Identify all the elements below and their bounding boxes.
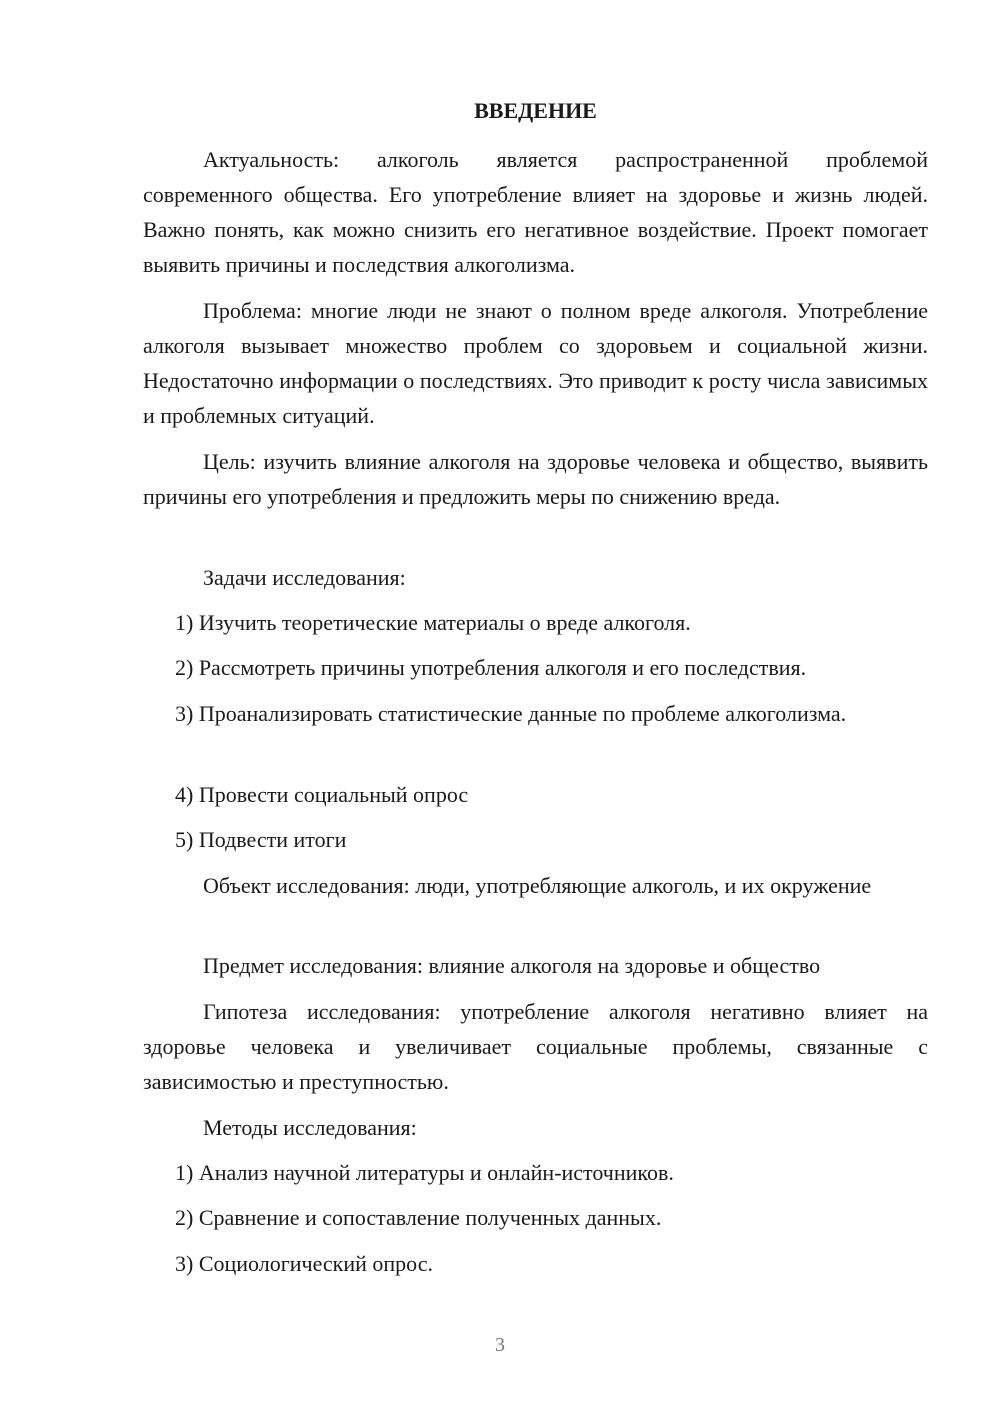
method-item: 3) Социологический опрос. <box>175 1251 433 1276</box>
method-item: 2) Сравнение и сопоставление полученных данных. <box>175 1205 662 1230</box>
hypothesis-paragraph: Гипотеза исследования: употребление алкоголя негативно влияет на здоровье человека и увеличивает социальные проблемы, связанные с зависимостью и преступностью. <box>143 999 928 1094</box>
object-paragraph: Объект исследования: люди, употребляющие алкоголь, и их окружение <box>203 873 872 898</box>
goal-paragraph: Цель: изучить влияние алкоголя на здоровье человека и общество, выявить причины его употребления и предложить меры по снижению вреда. <box>143 449 928 509</box>
relevance-paragraph: Актуальность: алкоголь является распространенной проблемой современного общества. Его употребление влияет на здоровье и жизнь людей. Важно понять, как можно снизить его негативное воздействие. Проект помогает выявить причины и последствия алкоголизма. <box>143 147 928 277</box>
method-item: 1) Анализ научной литературы и онлайн-источников. <box>175 1160 674 1185</box>
task-item: 1) Изучить теоретические материалы о вреде алкоголя. <box>175 610 691 635</box>
tasks-heading: Задачи исследования: <box>203 565 406 590</box>
subject-paragraph: Предмет исследования: влияние алкоголя на здоровье и общество <box>203 953 821 978</box>
task-item: 3) Проанализировать статистические данные по проблеме алкоголизма. <box>175 701 847 726</box>
problem-paragraph: Проблема: многие люди не знают о полном вреде алкоголя. Употребление алкоголя вызывает множество проблем со здоровьем и социальной жизни. Недостаточно информации о последствиях. Это приводит к росту числа зависимых и проблемных ситуаций. <box>143 298 928 428</box>
section-title: ВВЕДЕНИЕ <box>474 98 597 123</box>
methods-heading: Методы исследования: <box>203 1115 417 1140</box>
task-item: 5) Подвести итоги <box>175 827 347 852</box>
task-item: 2) Рассмотреть причины употребления алкоголя и его последствия. <box>175 655 807 680</box>
page-number: 3 <box>495 1334 505 1356</box>
task-item: 4) Провести социальный опрос <box>175 782 469 807</box>
